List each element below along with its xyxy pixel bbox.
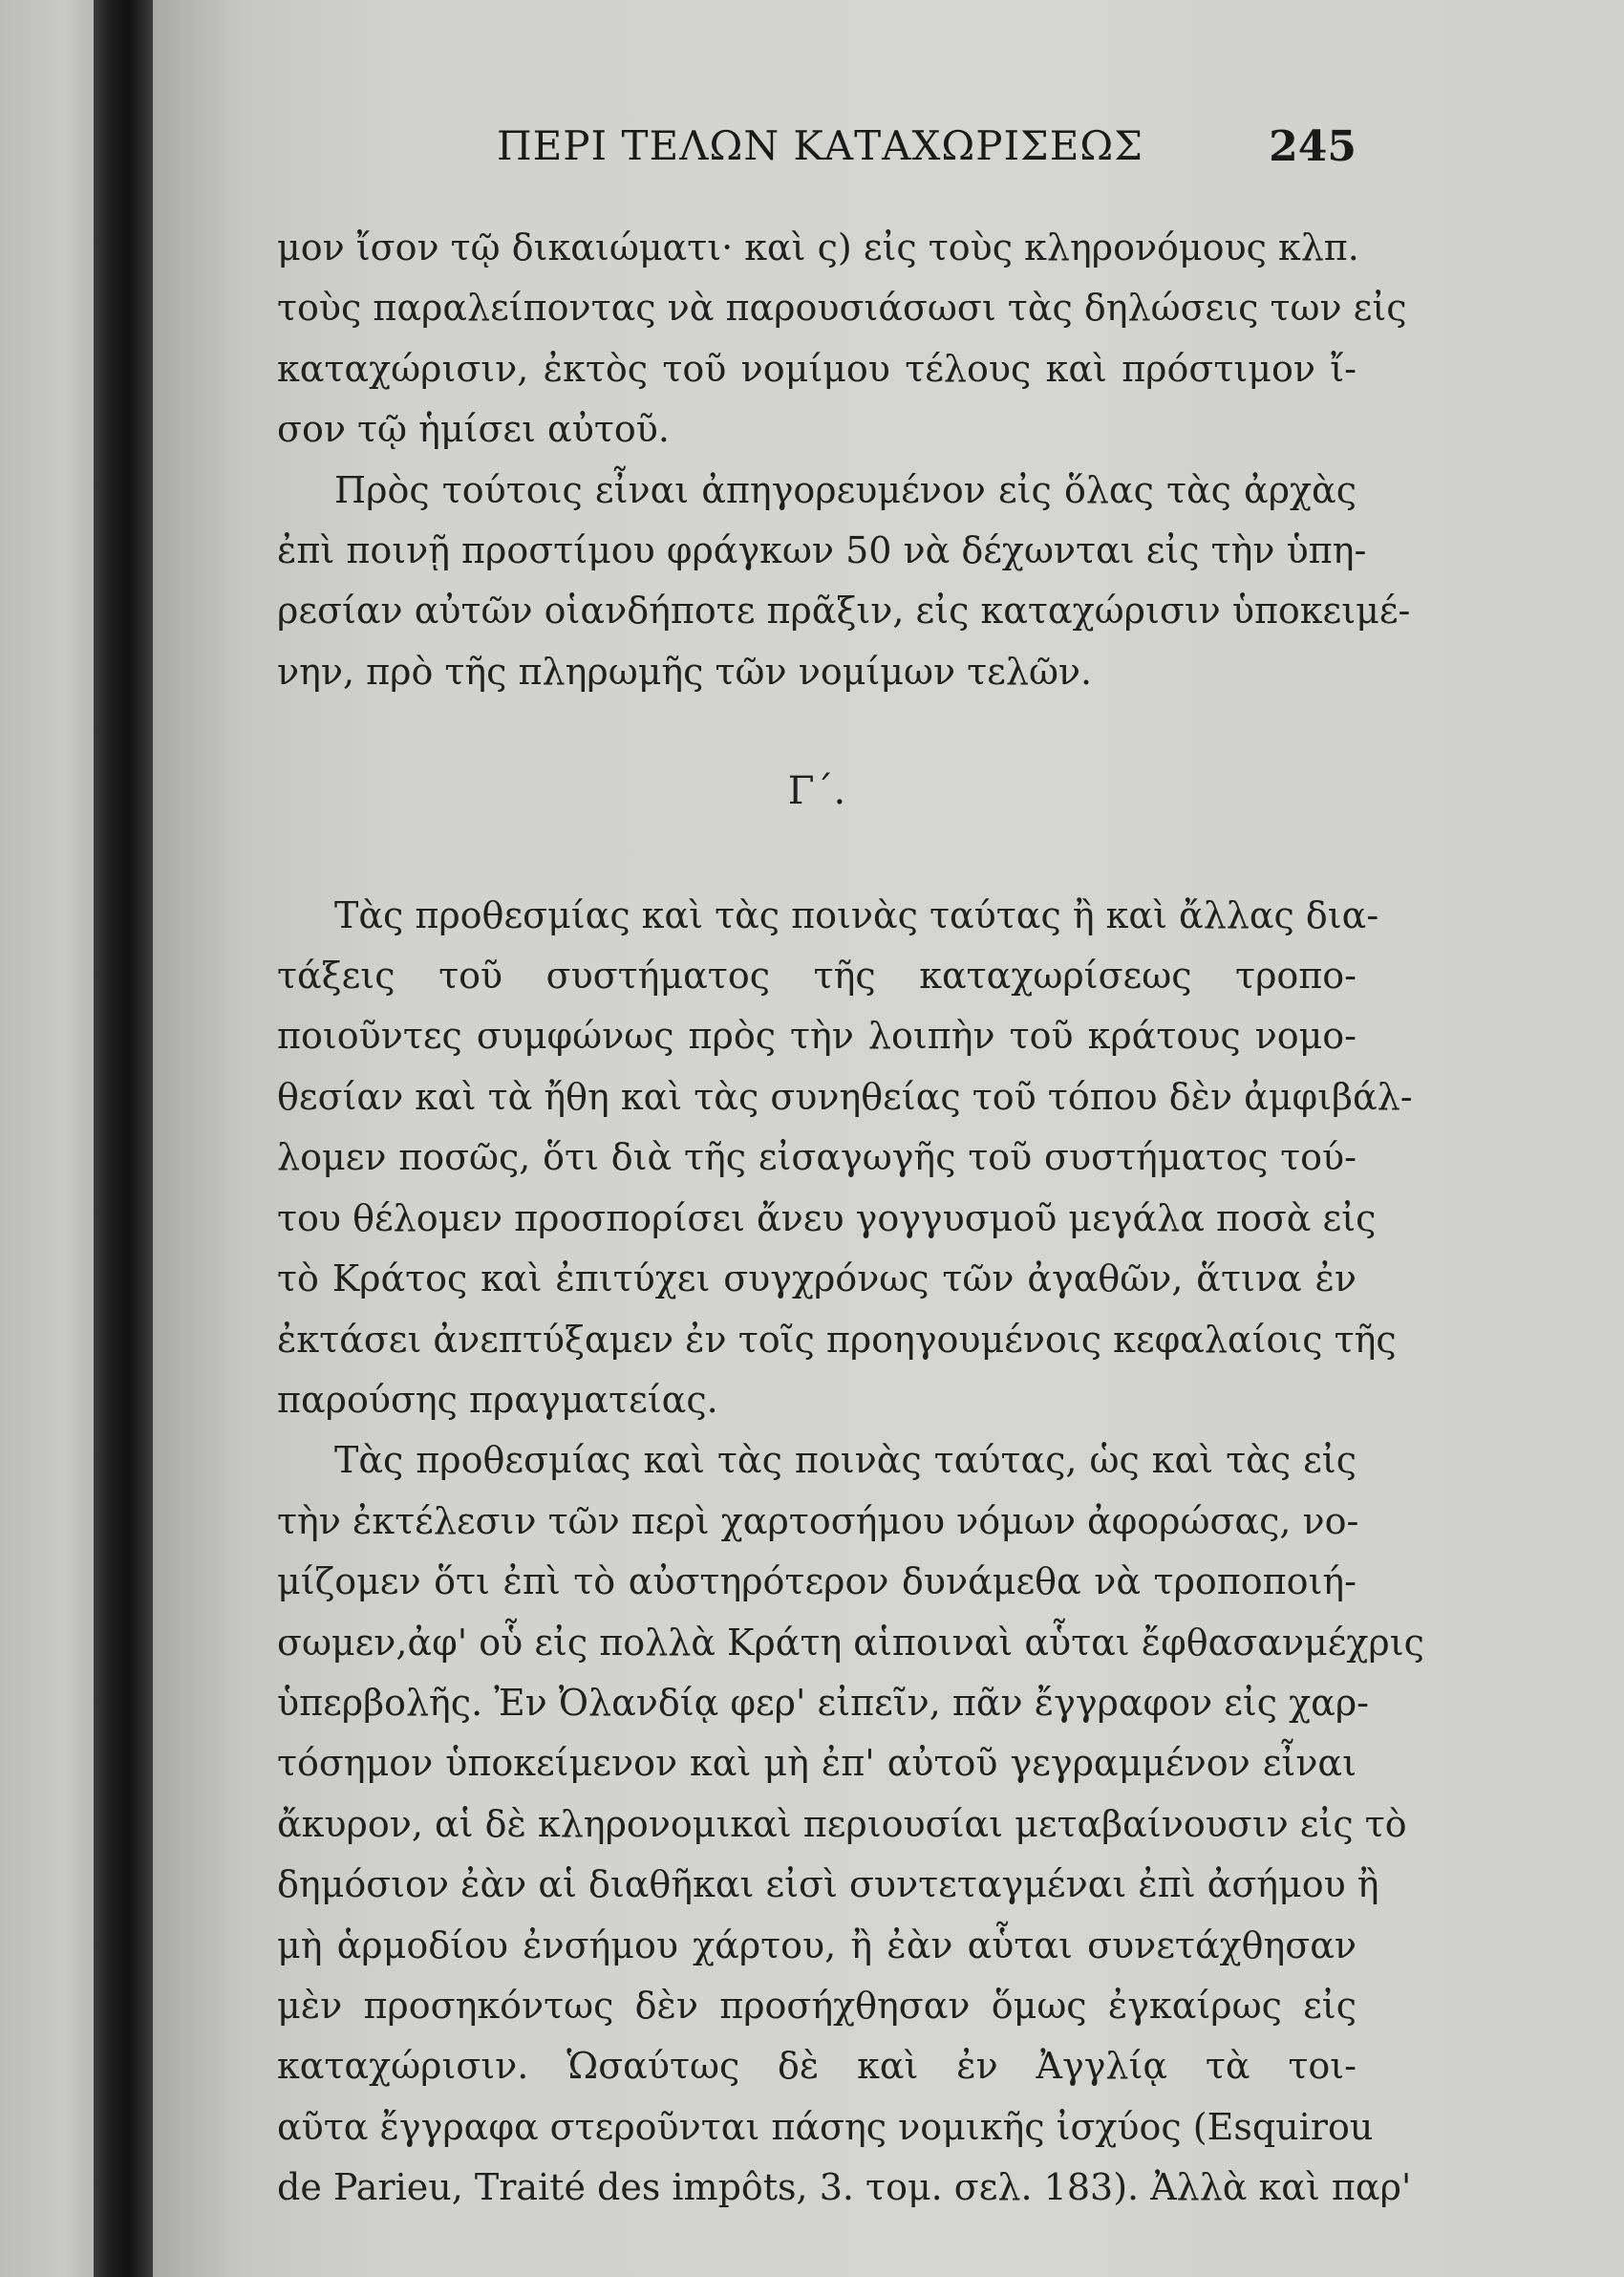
text-line: Τὰς προθεσμίας καὶ τὰς ποινὰς ταύτας, ὡς καὶ τὰς εἰς	[334, 1439, 1357, 1482]
page-number: 245	[1269, 122, 1357, 171]
text-line: λομεν ποσῶς, ὅτι διὰ τῆς εἰσαγωγῆς τοῦ συστήματος τού-	[277, 1136, 1357, 1179]
section-heading: Γ΄.	[787, 769, 846, 814]
text-line: Πρὸς τούτοις εἶναι ἀπηγορευμένον εἰς ὅλας τὰς ἀρχὰς	[334, 468, 1357, 511]
text-line: ποιοῦντες συμφώνως πρὸς τὴν λοιπὴν τοῦ κράτους νομο-	[277, 1015, 1357, 1058]
text-line: τόσημον ὑποκείμενον καὶ μὴ ἐπ' αὐτοῦ γεγραμμένον εἶναι	[277, 1742, 1357, 1785]
text-line: de Parieu, Traité des impôts, 3. τομ. σελ. 183). Ἀλλὰ καὶ παρ'	[277, 2166, 1412, 2209]
text-line: ὑπερβολῆς. Ἐν Ὀλανδίᾳ φερ' εἰπεῖν, πᾶν ἔγγραφον εἰς χαρ-	[277, 1681, 1370, 1724]
text-line: τάξεις τοῦ συστήματος τῆς καταχωρίσεως τροπο-	[277, 955, 1357, 998]
page-header	[277, 122, 1357, 180]
text-line: δημόσιον ἐὰν αἱ διαθῆκαι εἰσὶ συντεταγμέναι ἐπὶ ἀσήμου ἢ	[277, 1863, 1379, 1906]
text-line: ἐκτάσει ἀνεπτύξαμεν ἐν τοῖς προηγουμένοις κεφαλαίοις τῆς	[277, 1318, 1397, 1361]
text-line: τὸ Κράτος καὶ ἐπιτύχει συγχρόνως τῶν ἀγαθῶν, ἅτινα ἐν	[277, 1257, 1357, 1300]
text-line: Τὰς προθεσμίας καὶ τὰς ποινὰς ταύτας ἢ καὶ ἄλλας δια-	[334, 893, 1379, 936]
text-line: μὴ ἁρμοδίου ἐνσήμου χάρτου, ἢ ἐὰν αὗται συνετάχθησαν	[277, 1923, 1357, 1966]
text-line: μον ἴσον τῷ δικαιώματι· καὶ ς) εἰς τοὺς κληρονόμους κλπ.	[277, 226, 1359, 269]
text-line: θεσίαν καὶ τὰ ἤθη καὶ τὰς συνηθείας τοῦ τόπου δὲν ἀμφιβάλ-	[277, 1075, 1413, 1118]
text-line: καταχώρισιν, ἐκτὸς τοῦ νομίμου τέλους καὶ πρόστιμον ἴ-	[277, 347, 1357, 390]
text-line: σον τῷ ἡμίσει αὐτοῦ.	[277, 408, 670, 451]
body-text	[277, 218, 1424, 2219]
text-line: παρούσης πραγματείας.	[277, 1378, 718, 1421]
text-line: ἐπὶ ποινῇ προστίμου φράγκων 50 νὰ δέχωνται εἰς τὴν ὑπη-	[277, 529, 1367, 572]
text-line: μὲν προσηκόντως δὲν προσήχθησαν ὅμως ἐγκαίρως εἰς	[277, 1984, 1357, 2027]
text-line: τοὺς παραλείποντας νὰ παρουσιάσωσι τὰς δηλώσεις των εἰς	[277, 287, 1407, 330]
text-line: μίζομεν ὅτι ἐπὶ τὸ αὐστηρότερον δυνάμεθα νὰ τροποποιή-	[277, 1560, 1357, 1603]
background-left	[0, 0, 94, 2277]
text-line: τὴν ἐκτέλεσιν τῶν περὶ χαρτοσήμου νόμων ἀφορώσας, νο-	[277, 1499, 1359, 1542]
text-line: σωμεν,ἀφ' οὗ εἰς πολλὰ Κράτη αἱποιναὶ αὗται ἔφθασανμέχρις	[277, 1621, 1424, 1664]
text-line: ἄκυρον, αἱ δὲ κληρονομικαὶ περιουσίαι μεταβαίνουσιν εἰς τὸ	[277, 1802, 1407, 1845]
running-title: ΠΕΡΙ ΤΕΛΩΝ ΚΑΤΑΧΩΡΙΣΕΩΣ	[497, 122, 1143, 169]
text-line: καταχώρισιν. Ὡσαύτως δὲ καὶ ἐν Ἀγγλίᾳ τὰ τοι-	[277, 2045, 1357, 2088]
text-line: ρεσίαν αὐτῶν οἱανδήποτε πρᾶξιν, εἰς καταχώρισιν ὑποκειμέ-	[277, 590, 1411, 633]
text-line: νην, πρὸ τῆς πληρωμῆς τῶν νομίμων τελῶν.	[277, 650, 1093, 693]
text-line: αῦτα ἔγγραφα στεροῦνται πάσης νομικῆς ἰσχύος (Esquirou	[277, 2105, 1374, 2148]
book-binding	[94, 0, 153, 2277]
text-line: του θέλομεν προσπορίσει ἄνευ γογγυσμοῦ μεγάλα ποσὰ εἰς	[277, 1196, 1377, 1239]
